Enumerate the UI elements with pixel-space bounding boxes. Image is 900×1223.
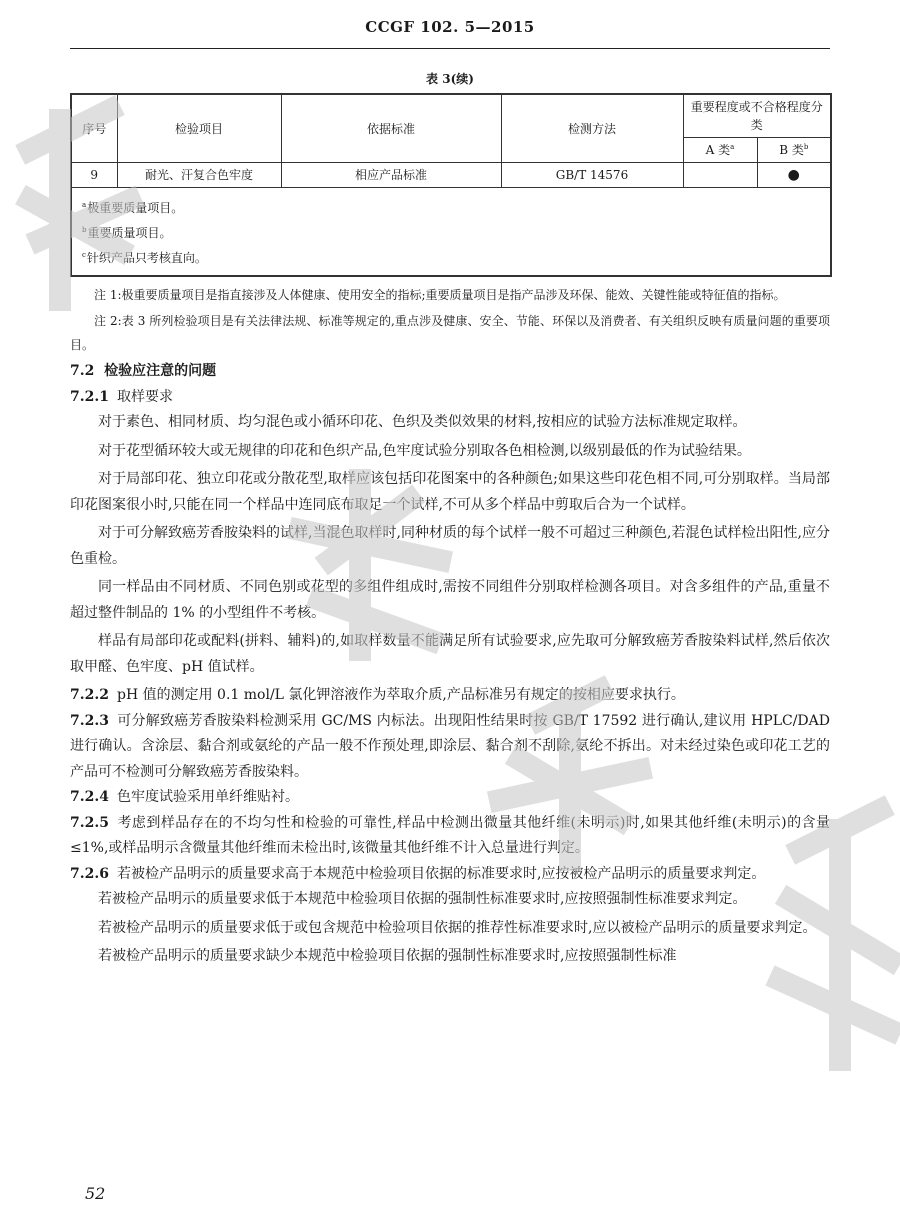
paragraph: 若被检产品明示的质量要求低于或包含规范中检验项目依据的推荐性标准要求时,应以被检产品明示的质量要求判定。: [98, 919, 817, 936]
subsection-7-2-1: 7.2.1 取样要求: [70, 388, 173, 405]
page-number: 52: [85, 1184, 106, 1203]
paragraph: 样品有局部印花或配料(拼料、辅料)的,如取样数量不能满足所有试验要求,应先取可分解致癌芳香胺染料试样,然后依次取甲醛、色牢度、pH 值试样。: [70, 633, 830, 675]
subsection-7-2-2: 7.2.2 pH 值的测定用 0.1 mol/L 氯化钾溶液作为萃取介质,产品标准另有规定的按相应要求执行。: [70, 687, 685, 703]
footnote-b: $^b$重要质量项目。: [82, 226, 172, 240]
footnote-c: $^c$针织产品只考核直向。: [82, 251, 207, 265]
paragraph: 若被检产品明示的质量要求低于本规范中检验项目依据的强制性标准要求时,应按照强制性标准要求判定。: [98, 891, 747, 907]
header-item: 检验项目: [117, 94, 281, 163]
paragraph: 若被检产品明示的质量要求缺少本规范中检验项目依据的强制性标准要求时,应按照强制性标准: [98, 948, 677, 964]
subsection-7-2-4: 7.2.4 色牢度试验采用单纤维贴衬。: [70, 789, 299, 805]
cell-seq: 9: [71, 163, 117, 188]
section-heading: 7.2 检验应注意的问题: [70, 363, 217, 379]
header-class-a: A 类$^a$: [683, 138, 757, 163]
header-method: 检测方法: [501, 94, 683, 163]
header-seq: 序号: [71, 94, 117, 163]
standard-code-header: CCGF 102. 5—2015: [365, 18, 535, 36]
cell-method: GB/T 14576: [501, 163, 683, 188]
table-caption: 表 3(续): [426, 72, 474, 86]
cell-standard: 相应产品标准: [281, 163, 501, 188]
paragraph: 对于可分解致癌芳香胺染料的试样,当混色取样时,同种材质的每个试样一般不可超过三种颜色,若混色试样检出阳性,应分色重检。: [70, 525, 830, 567]
header-importance: 重要程度或不合格程度分类: [683, 94, 831, 138]
subsection-7-2-3: 7.2.3 可分解致癌芳香胺染料检测采用 GC/MS 内标法。出现阳性结果时按 GB/T 17592 进行确认,建议用 HPLC/DAD 进行确认。含涂层、黏合剂或氨纶的产品一般不作预处理,即涂层、黏合剂不刮除,氨纶不拆出。对未经过染色或印花工艺的产品可不检测可分解致癌芳香胺染料。: [70, 712, 830, 780]
cell-class-b: ●: [757, 163, 831, 188]
note-1: 注 1:极重要质量项目是指直接涉及人体健康、使用安全的指标;重要质量项目是指产品涉及环保、能效、关键性能或特征值的指标。: [94, 288, 786, 302]
paragraph: 同一样品由不同材质、不同色别或花型的多组件组成时,需按不同组件分别取样检测各项目。对含多组件的产品,重量不超过整件制品的 1% 的小型组件不考核。: [70, 579, 830, 621]
header-class-b: B 类$^b$: [757, 138, 831, 163]
paragraph: 对于花型循环较大或无规律的印花和色织产品,色牢度试验分别取各色相检测,以级别最低的作为试验结果。: [98, 442, 751, 459]
subsection-7-2-6: 7.2.6 若被检产品明示的质量要求高于本规范中检验项目依据的标准要求时,应按被检产品明示的质量要求判定。: [70, 865, 766, 882]
cell-item: 耐光、汗复合色牢度: [117, 163, 281, 188]
footnote-a: $^a$极重要质量项目。: [82, 201, 184, 215]
paragraph: 对于局部印花、独立印花或分散花型,取样应该包括印花图案中的各种颜色;如果这些印花色相不同,可分别取样。当局部印花图案很小时,只能在同一个样品中连同底布取足一个试样,不可从多个样品中剪取后合为一个试样。: [70, 471, 830, 513]
paragraph: 对于素色、相同材质、均匀混色或小循环印花、色织及类似效果的材料,按相应的试验方法标准规定取样。: [98, 414, 747, 430]
header-standard: 依据标准: [281, 94, 501, 163]
subsection-7-2-5: 7.2.5 考虑到样品存在的不均匀性和检验的可靠性,样品中检测出微量其他纤维(未明示)时,如果其他纤维(未明示)的含量≤1%,或样品明示含微量其他纤维而未检出时,该微量其他纤维不计入总量进行判定。: [70, 814, 830, 856]
note-2: 注 2:表 3 所列检验项目是有关法律法规、标准等规定的,重点涉及健康、安全、节能、环保以及消费者、有关组织反映有质量问题的重要项目。: [70, 314, 830, 352]
